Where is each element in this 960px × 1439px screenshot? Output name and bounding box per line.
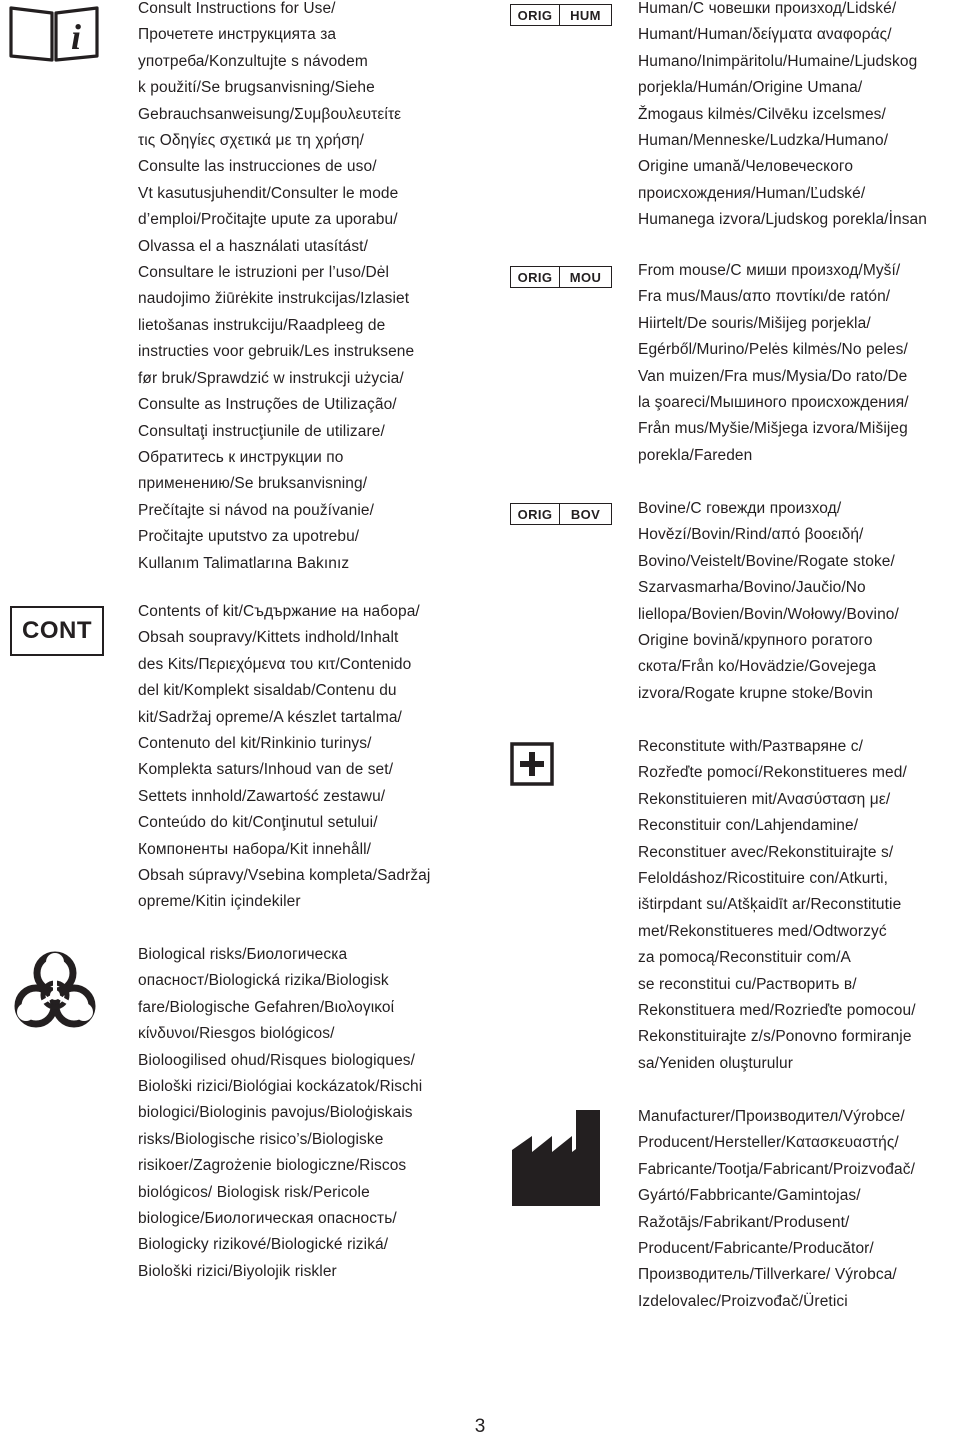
reconstitute-with-text: Reconstitute with/Разтваряне с/ Rozřeďte pomocí/Rekonstitueres med/ Rekonstituieren mit/Ανασύσταση με/ Reconstituir con/Lahjendamine/ Reconstituer avec/Rekonstituirajte s/ Feloldáshoz/Ricostituire con/Atkurti, ištirpdant su/Atšķaidīt ar/Reconstitutie met/Rekonstitueres med/Odtworzyć za pomocą/Reconstituir com/A se reconstitui cu/Растворить в/ Rekonstituera med/Rozrieďte pomocou/ Rekonstituirajte z/s/Ponovno formiranje sa/Yeniden oluşturulur: [638, 738, 916, 1072]
consult-instructions-text: Consult Instructions for Use/ Прочетете инструкцията за употреба/Konzultujte s návodem k použití/Se brugsanvisning/Siehe Gebrauchsanweisung/Συμβουλευτείτε τις Οδηγίες σχετικά με τη χρήση/ Consulte las instrucciones de uso/ Vt kasutusjuhendit/Consulter le mode d’emploi/Pročitajte upute za uporabu/ Olvassa el a használati utasítást/ Consultare le istruzioni per l’uso/Dėl naudojimo žiūrėkite instrukcijas/Izlasiet lietošanas instrukciju/Raadpleeg de instructies voor gebruik/Les instruksene før bruk/Sprawdzić w instrukcji użycia/ Consulte as Instruções de Utilização/ Consultaţi instrucţiunile de utilizare/ Обратитесь к инструкции по применению/Se bruksanvisning/ Prečítajte si návod na používanie/ Pročitajte uputstvo za upotrebu/ Kullanım Talimatlarına Bakınız: [138, 0, 415, 572]
biological-risks-text: Biological risks/Биологическа опасност/Biologická rizika/Biologisk fare/Biologische Gefahren/Βιολογικοί κίνδυνοι/Riesgos biológicos/ Bioloogilised ohud/Risques biologiques/ Biološki rizici/Biológiai kockázatok/Rischi biologici/Biologinis pavojus/Bioloģiskais risks/Biologische risico’s/Biologiske risikoer/Zagrożenie biologiczne/Riscos biológicos/ Biologisk risk/Pericole biologice/Биологическая опасность/ Biologicky rizikové/Biologické riziká/ Biološki rizici/Biyolojik riskler: [138, 946, 423, 1280]
orig-label: ORIG: [511, 504, 560, 524]
manufacturer-text: Manufacturer/Производител/Výrobce/ Producent/Hersteller/Κατασκευαστής/ Fabricante/Tootja/Fabricant/Proizvođač/ Gyártó/Fabbricante/Gamintojas/ Ražotājs/Fabrikant/Produsent/ Producent/Fabricante/Producător/ Производитель/Tillverkare/ Výrobca/ Izdelovalec/Proizvođač/Üretici: [638, 1108, 916, 1310]
orig-code-mou: MOU: [569, 269, 602, 285]
orig-code-hum: HUM: [570, 7, 601, 23]
page-number: 3: [474, 1416, 486, 1437]
manufacturer-factory-icon: [510, 1108, 604, 1213]
bovine-origin-text: Bovine/С говежди произход/ Hovězí/Bovin/Rind/από βοοειδή/ Bovino/Veistelt/Bovine/Rogate stoke/ Szarvasmarha/Bovino/Jaučio/No liellopa/Bovien/Bovin/Wołowy/Bovino/ Origine bovină/крупного рогатого скота/Från ko/Hovädzie/Govejega izvora/Rogate krupne stoke/Bovin: [638, 500, 899, 702]
info-book-icon: [8, 3, 100, 68]
mouse-origin-text: From mouse/С миши произход/Myší/ Fra mus/Maus/απο ποντίκι/de ratón/ Hiirtelt/De souris/Mišijeg porjekla/ Egérből/Murino/Pelės kilmės/No peles/ Van muizen/Fra mus/Mysia/Do rato/De la şoareci/Мышиного происхождения/ Från mus/Myšie/Mišjega izvora/Mišijeg porekla/Fareden: [638, 262, 909, 464]
cont-symbol: [10, 606, 104, 656]
orig-code-bov: BOV: [570, 506, 601, 522]
orig-bov-symbol: [510, 503, 612, 525]
biohazard-icon: [8, 946, 102, 1043]
orig-hum-symbol: [510, 4, 612, 26]
reconstitute-plus-icon: [510, 742, 554, 791]
orig-label: ORIG: [511, 267, 560, 287]
contents-of-kit-text: Contents of kit/Съдържание на набора/ Obsah soupravy/Kittets indhold/Inhalt des Kits/Περιεχόμενα του κιτ/Contenido del kit/Komplekt sisaldab/Contenu du kit/Sadržaj opreme/A készlet tartalma/ Contenuto del kit/Rinkinio turinys/ Komplekta saturs/Inhoud van de set/ Settets innhold/Zawartość zestawu/ Conteúdo do kit/Conţinutul setului/ Компоненты набора/Kit innehåll/ Obsah súpravy/Vsebina kompleta/Sadržaj opreme/Kitin içindekiler: [138, 603, 431, 911]
human-origin-text: Human/С човешки произход/Lidské/ Humant/Human/δείγματα αναφοράς/ Humano/Inimpäritolu/Humaine/Ljudskog porjekla/Humán/Origine Umana/ Žmogaus kilmės/Cilvēku izcelsmes/ Human/Menneske/Ludzka/Humano/ Origine umană/Человеческого происхождения/Human/Ľudské/ Humanega izvora/Ljudskog porekla/İnsan: [638, 0, 927, 229]
orig-mou-symbol: [510, 266, 612, 288]
orig-label: ORIG: [511, 5, 560, 25]
svg-text:i: i: [70, 17, 82, 57]
cont-label: CONT: [22, 617, 92, 644]
